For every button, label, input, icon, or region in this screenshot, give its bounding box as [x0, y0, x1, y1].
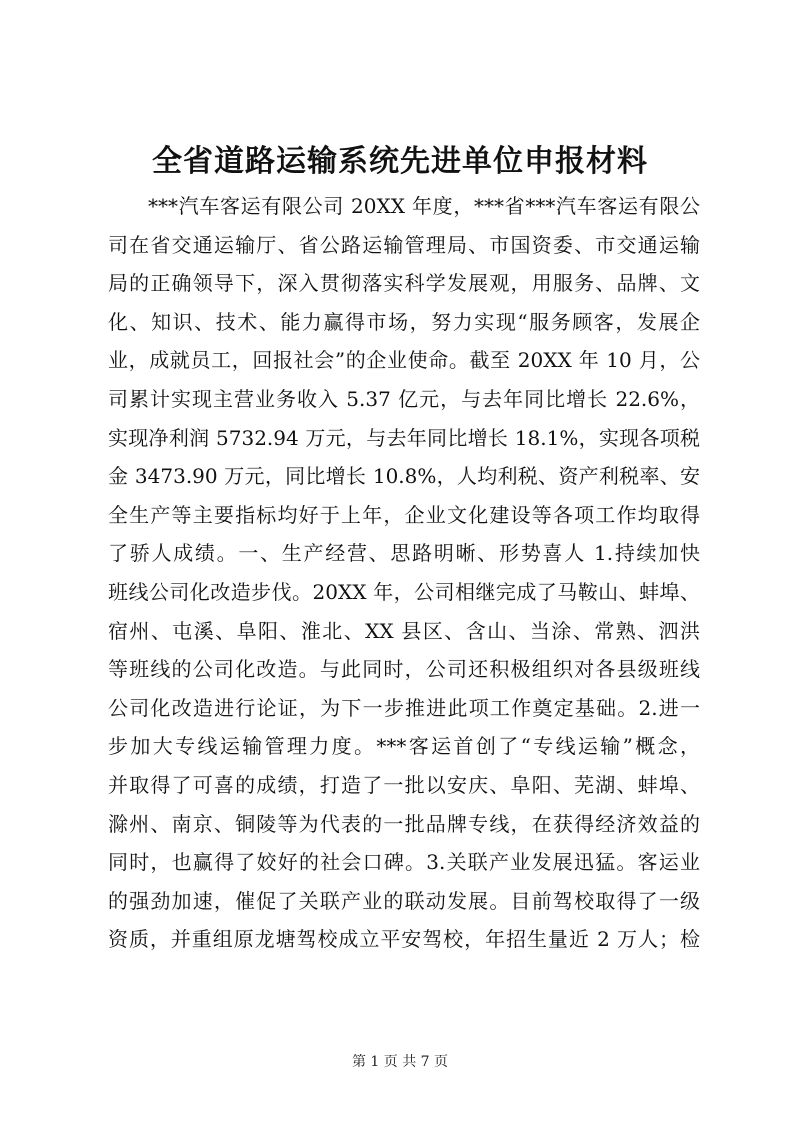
body-line: 滁州、南京、铜陵等为代表的一批品牌专线，在获得经济效益的 [108, 811, 700, 836]
body-line: 步加大专线运输管理力度。***客运首创了“专线运输”概念， [108, 734, 700, 759]
body-line: 的强劲加速，催促了关联产业的联动发展。目前驾校取得了一级 [108, 888, 700, 913]
body-line: 全生产等主要指标均好于上年，企业文化建设等各项工作均取得 [108, 502, 700, 527]
body-line: 公司化改造进行论证，为下一步推进此项工作奠定基础。2.进一 [108, 695, 700, 720]
body-line: 化、知识、技术、能力赢得市场，努力实现“服务顾客，发展企 [108, 309, 700, 334]
document-body [108, 187, 700, 959]
body-line: 金 3473.90 万元，同比增长 10.8%，人均利税、资产利税率、安 [108, 464, 700, 489]
page-indicator: 第 1 页 共 7 页 [351, 1054, 449, 1070]
body-line: 班线公司化改造步伐。20XX 年，公司相继完成了马鞍山、蚌埠、 [108, 579, 700, 604]
body-line: 资质，并重组原龙塘驾校成立平安驾校，年招生量近 2 万人；检 [108, 927, 700, 952]
document-title: 全省道路运输系统先进单位申报材料 [152, 144, 648, 179]
body-line: 实现净利润 5732.94 万元，与去年同比增长 18.1%，实现各项税 [108, 425, 700, 450]
body-line: 同时，也赢得了姣好的社会口碑。3.关联产业发展迅猛。客运业 [108, 850, 700, 875]
body-line: 司在省交通运输厅、省公路运输管理局、市国资委、市交通运输 [108, 232, 700, 257]
body-line: 宿州、屯溪、阜阳、淮北、XX 县区、含山、当涂、常熟、泗洪 [108, 618, 700, 643]
body-line: 司累计实现主营业务收入 5.37 亿元，与去年同比增长 22.6%， [108, 386, 700, 411]
body-line: 了骄人成绩。一、生产经营、思路明晰、形势喜人 1.持续加快 [108, 541, 700, 566]
body-line: ***汽车客运有限公司 20XX 年度，***省***汽车客运有限公 [148, 194, 700, 218]
body-line: 业，成就员工，回报社会”的企业使命。截至 20XX 年 10 月，公 [108, 348, 700, 373]
body-line: 并取得了可喜的成绩，打造了一批以安庆、阜阳、芜湖、蚌埠、 [108, 772, 700, 797]
body-line: 局的正确领导下，深入贯彻落实科学发展观，用服务、品牌、文 [108, 271, 700, 296]
body-line: 等班线的公司化改造。与此同时，公司还积极组织对各县级班线 [108, 657, 700, 682]
